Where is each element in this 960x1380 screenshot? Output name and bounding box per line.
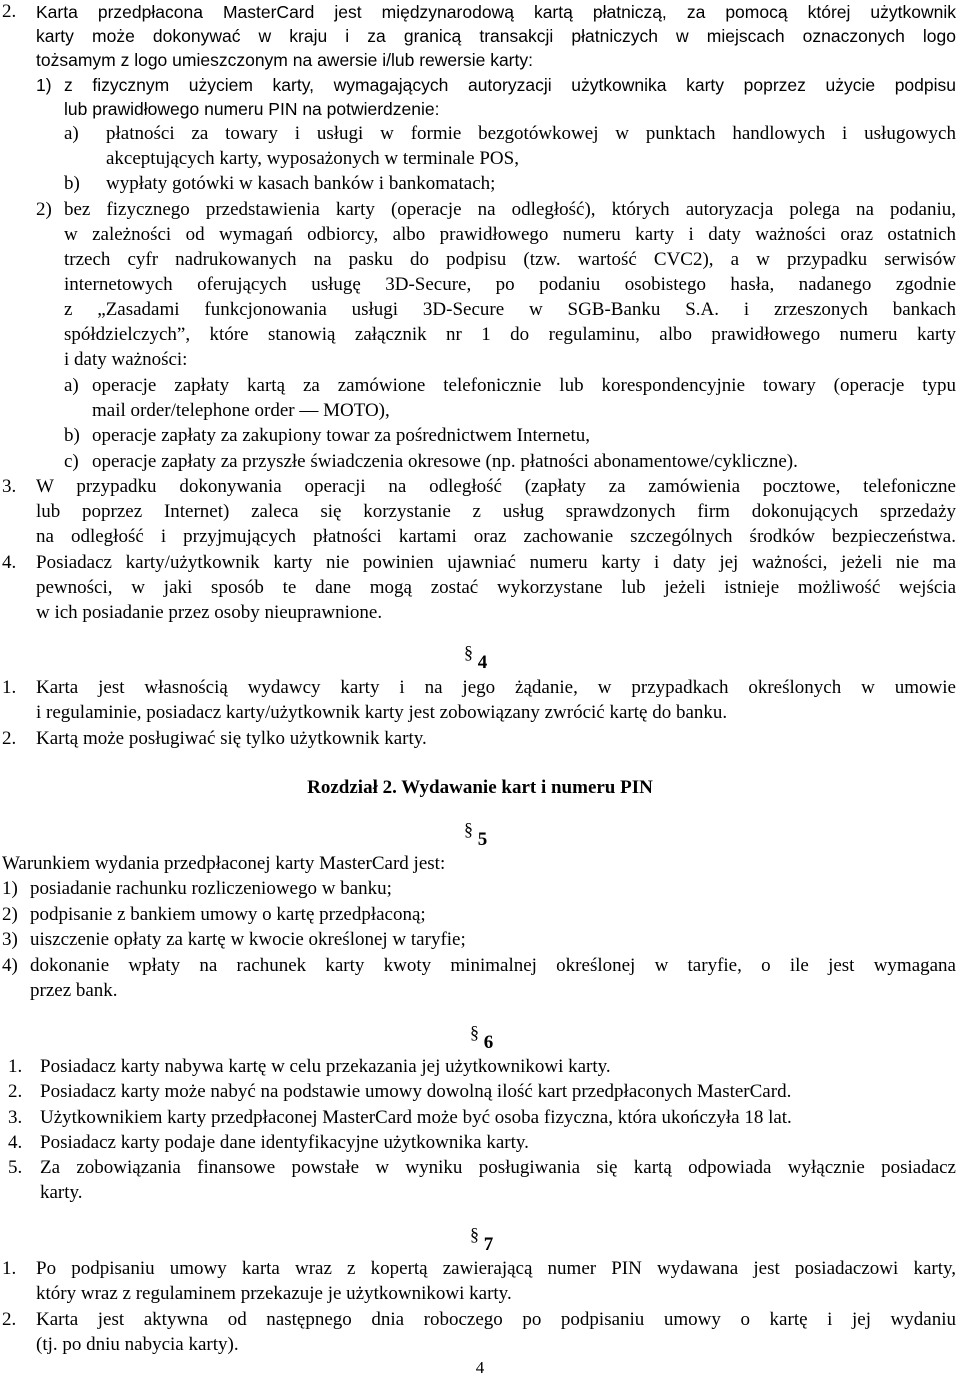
text-line: z fizycznym użyciem karty, wymagających autoryzacji użytkownika karty poprzez użycie podpisu xyxy=(64,75,956,95)
section-heading xyxy=(464,819,488,852)
list-number: 2) xyxy=(2,904,18,925)
list-number: 2. xyxy=(8,1081,23,1102)
text-line: w zależności od wymagań odbiorcy, albo prawidłowego numeru karty i daty ważności oraz ostatnich xyxy=(64,224,956,245)
text-line: operacje zapłaty kartą za zamówione telefonicznie lub korespondencyjnie towary (operacje typu xyxy=(92,375,956,396)
paragraph-number: 2. xyxy=(2,1,17,22)
list-number: 4. xyxy=(8,1132,23,1153)
text-line: z „Zasadami funkcjonowania usługi 3D-Secure w SGB-Banku S.A. i zrzeszonych bankach xyxy=(64,299,956,320)
list-number: 1) xyxy=(36,75,52,95)
text-line: Kartą może posługiwać się tylko użytkownik karty. xyxy=(36,728,427,749)
text-line: na odległość i przyjmujących płatności kartami oraz zachowanie szczególnych środków bezpieczeństwa. xyxy=(36,526,956,547)
text-line: Warunkiem wydania przedpłaconej karty MasterCard jest: xyxy=(2,853,446,874)
list-number: 1. xyxy=(2,1258,17,1279)
text-line: podpisanie z bankiem umowy o kartę przedpłaconą; xyxy=(30,904,426,925)
text-line: i regulaminie, posiadacz karty/użytkownik karty jest zobowiązany zwrócić kartę do banku. xyxy=(36,702,728,723)
text-line: wypłaty gotówki w kasach banków i bankomatach; xyxy=(106,173,496,194)
list-letter: c) xyxy=(64,451,79,472)
text-line: karty może dokonywać w kraju i za granicą transakcji płatniczych w miejscach oznaczonych logo xyxy=(36,26,956,46)
text-line: spółdzielczych”, które stanowią załącznik nr 1 do regulaminu, albo prawidłowego numeru karty xyxy=(64,324,956,345)
section-number: 4 xyxy=(477,652,488,673)
text-line: który wraz z regulaminem przekazuje je użytkownikowi karty. xyxy=(36,1283,512,1304)
list-number: 3. xyxy=(8,1107,23,1128)
list-number: 2. xyxy=(2,1309,17,1330)
list-letter: b) xyxy=(64,425,80,446)
text-line: Posiadacz karty może nabyć na podstawie umowy dowolną ilość kart przedpłaconych MasterCard. xyxy=(40,1081,792,1102)
text-line: uiszczenie opłaty za kartę w kwocie określonej w taryfie; xyxy=(30,929,466,950)
text-line: lub prawidłowego numeru PIN na potwierdzenie: xyxy=(64,99,440,119)
text-line: Posiadacz karty nabywa kartę w celu przekazania jej użytkownikowi karty. xyxy=(40,1056,611,1077)
list-letter: a) xyxy=(64,123,79,144)
text-line: Karta jest aktywna od następnego dnia roboczego po podpisaniu umowy o kartę i jej wydaniu xyxy=(36,1309,956,1330)
text-line: akceptujących karty, wyposażonych w terminale POS, xyxy=(106,148,519,169)
section-symbol: § xyxy=(464,642,473,662)
page-number: 4 xyxy=(475,1358,485,1377)
text-line: Posiadacz karty podaje dane identyfikacyjne użytkownika karty. xyxy=(40,1132,529,1153)
text-line: karty. xyxy=(40,1182,83,1203)
text-line: lub poprzez Internet) zaleca się korzystanie z usług sprawdzonych firm dokonujących sprzedaży xyxy=(36,501,956,522)
text-line: (tj. po dniu nabycia karty). xyxy=(36,1334,239,1355)
text-line: posiadanie rachunku rozliczeniowego w banku; xyxy=(30,878,392,899)
paragraph-number: 3. xyxy=(2,476,17,497)
text-line: operacje zapłaty za przyszłe świadczenia okresowe (np. płatności abonamentowe/cykliczne). xyxy=(92,451,798,472)
text-line: Za zobowiązania finansowe powstałe w wyniku posługiwania się kartą odpowiada wyłącznie posiadacz xyxy=(40,1157,956,1178)
list-number: 1) xyxy=(2,878,18,899)
section-symbol: § xyxy=(470,1224,479,1244)
section-number: 6 xyxy=(483,1032,494,1053)
list-number: 2. xyxy=(2,728,17,749)
chapter-title: Rozdział 2. Wydawanie kart i numeru PIN xyxy=(307,777,653,798)
section-symbol: § xyxy=(464,819,473,839)
list-number: 5. xyxy=(8,1157,23,1178)
text-line: internetowych oferujących usługę 3D-Secure, po podaniu osobistego hasła, nadanego zgodnie xyxy=(64,274,956,295)
list-letter: b) xyxy=(64,173,80,194)
text-line: w ich posiadanie przez osoby nieuprawnione. xyxy=(36,602,383,623)
section-heading xyxy=(464,642,488,675)
section-heading xyxy=(470,1022,494,1055)
text-line: pewności, w jaki sposób te dane mogą zostać wykorzystane lub jeżeli istnieje możliwość wejścia xyxy=(36,577,956,598)
text-line: Posiadacz karty/użytkownik karty nie powinien ujawniać numeru karty i daty jej ważności, jeżeli nie ma xyxy=(36,552,956,573)
text-line: W przypadku dokonywania operacji na odległość (zapłaty za zamówienia pocztowe, telefoniczne xyxy=(36,476,956,497)
list-number: 2) xyxy=(36,199,52,220)
text-line: Po podpisaniu umowy karta wraz z kopertą zawierającą numer PIN wydawana jest posiadaczowi karty, xyxy=(36,1258,956,1279)
section-heading xyxy=(470,1224,494,1257)
paragraph-number: 4. xyxy=(2,552,17,573)
list-letter: a) xyxy=(64,375,79,396)
text-line: trzech cyfr nadrukowanych na pasku do podpisu (tzw. wartość CVC2), a w przypadku serwisów xyxy=(64,249,956,270)
text-line: przez bank. xyxy=(30,980,118,1001)
list-number: 1. xyxy=(2,677,17,698)
section-number: 5 xyxy=(477,829,488,850)
text-line: Użytkownikiem karty przedpłaconej MasterCard może być osoba fizyczna, która ukończyła 18 lat. xyxy=(40,1107,792,1128)
text-line: Karta przedpłacona MasterCard jest międzynarodową kartą płatniczą, za pomocą której użytkownik xyxy=(36,2,956,22)
text-line: tożsamym z logo umieszczonym na awersie i/lub rewersie karty: xyxy=(36,50,533,70)
text-line: mail order/telephone order — MOTO), xyxy=(92,400,390,421)
section-symbol: § xyxy=(470,1022,479,1042)
text-line: dokonanie wpłaty na rachunek karty kwoty minimalnej określonej w taryfie, o ile jest wymagana xyxy=(30,955,956,976)
section-number: 7 xyxy=(483,1234,494,1255)
text-line: Karta jest własnością wydawcy karty i na jego żądanie, w przypadkach określonych w umowie xyxy=(36,677,956,698)
text-line: operacje zapłaty za zakupiony towar za pośrednictwem Internetu, xyxy=(92,425,590,446)
list-number: 1. xyxy=(8,1056,23,1077)
text-line: płatności za towary i usługi w formie bezgotówkowej w punktach handlowych i usługowych xyxy=(106,123,956,144)
list-number: 4) xyxy=(2,955,18,976)
list-number: 3) xyxy=(2,929,18,950)
text-line: i daty ważności: xyxy=(64,349,188,370)
text-line: bez fizycznego przedstawienia karty (operacje na odległość), których autoryzacja polega na podaniu, xyxy=(64,199,956,220)
